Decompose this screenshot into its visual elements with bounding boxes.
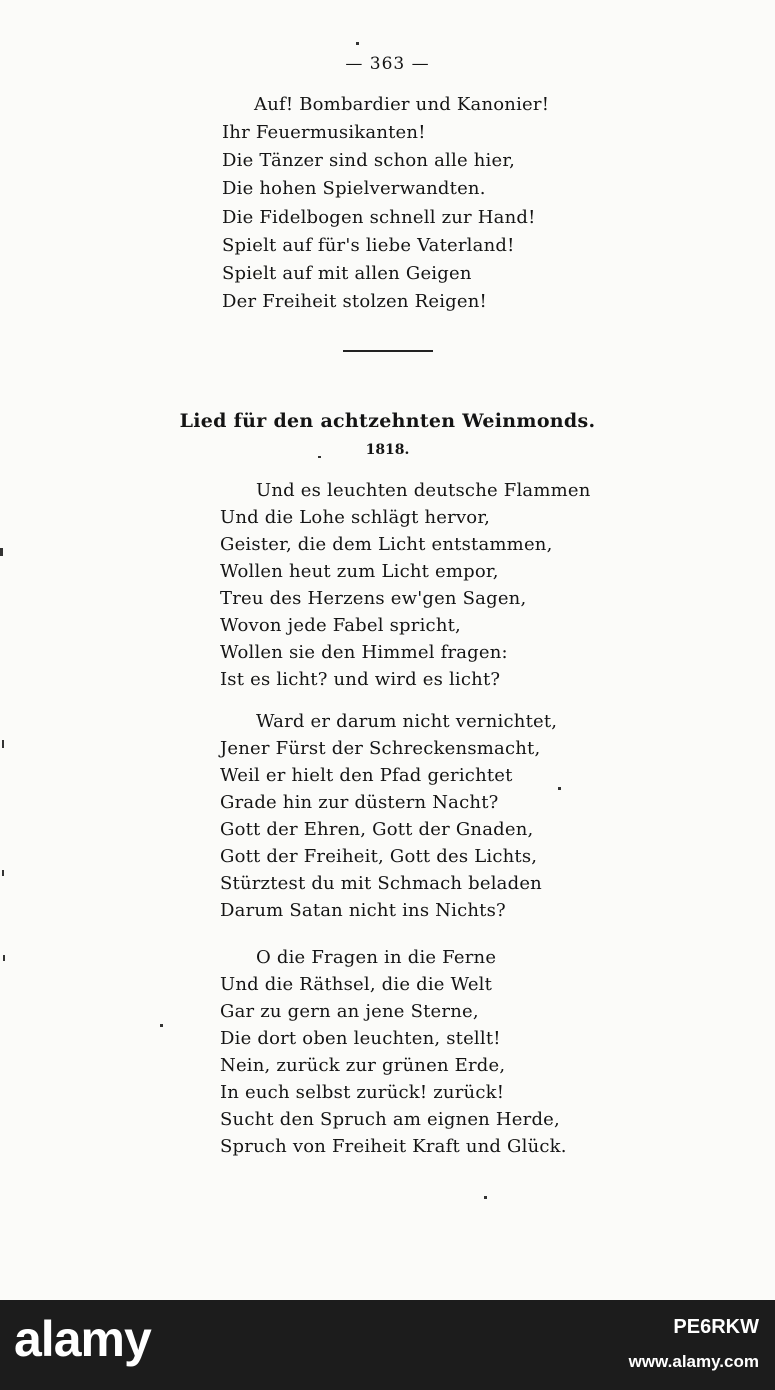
verse-line: Und die Lohe schlägt hervor, [220, 507, 491, 528]
watermark-url: www.alamy.com [628, 1352, 759, 1371]
verse-line: Darum Satan nicht ins Nichts? [220, 900, 506, 921]
verse-line: Stürztest du mit Schmach beladen [220, 873, 542, 894]
verse-line: O die Fragen in die Ferne [256, 947, 497, 968]
verse-line: Auf! Bombardier und Kanonier! [254, 94, 550, 115]
verse-line: Gar zu gern an jene Sterne, [220, 1001, 479, 1022]
verse-line: Grade hin zur düstern Nacht? [220, 792, 499, 813]
section-divider [343, 350, 433, 352]
print-speck [3, 955, 5, 961]
print-speck [356, 42, 359, 45]
verse-line: Ist es licht? und wird es licht? [220, 669, 501, 690]
verse-line: Die Tänzer sind schon alle hier, [222, 150, 516, 171]
poem-year: 1818. [365, 442, 410, 458]
verse-line: Jener Fürst der Schreckensmacht, [220, 738, 541, 759]
verse-line: Spielt auf mit allen Geigen [222, 263, 472, 284]
verse-line: Wollen heut zum Licht empor, [220, 561, 499, 582]
verse-line: Die dort oben leuchten, stellt! [220, 1028, 501, 1049]
print-speck [2, 740, 4, 748]
verse-line: Nein, zurück zur grünen Erde, [220, 1055, 506, 1076]
print-speck [2, 870, 4, 876]
verse-line: Treu des Herzens ew'gen Sagen, [220, 588, 527, 609]
poem-title: Lied für den achtzehnten Weinmonds. [179, 410, 596, 432]
verse-line: Und die Räthsel, die die Welt [220, 974, 493, 995]
verse-line: Gott der Freiheit, Gott des Lichts, [220, 846, 538, 867]
verse-line: Wollen sie den Himmel fragen: [220, 642, 508, 663]
image-id: PE6RKW [673, 1316, 759, 1338]
verse-line: Der Freiheit stolzen Reigen! [222, 291, 487, 312]
verse-line: Die hohen Spielverwandten. [222, 178, 486, 199]
stock-watermark-bar [0, 1300, 775, 1390]
verse-line: Weil er hielt den Pfad gerichtet [220, 765, 513, 786]
verse-line: Spielt auf für's liebe Vaterland! [222, 235, 515, 256]
print-speck [318, 456, 321, 458]
verse-line: Ward er darum nicht vernichtet, [256, 711, 558, 732]
print-speck [558, 787, 561, 790]
watermark-logo: alamy [14, 1311, 151, 1367]
verse-line: Die Fidelbogen schnell zur Hand! [222, 207, 536, 228]
verse-line: Gott der Ehren, Gott der Gnaden, [220, 819, 534, 840]
print-speck [160, 1024, 163, 1027]
page-number: — 363 — [345, 54, 430, 74]
print-speck [0, 548, 3, 556]
verse-line: Spruch von Freiheit Kraft und Glück. [220, 1136, 567, 1157]
verse-line: Wovon jede Fabel spricht, [220, 615, 461, 636]
verse-line: Geister, die dem Licht entstammen, [220, 534, 553, 555]
print-speck [484, 1196, 487, 1199]
verse-line: Ihr Feuermusikanten! [222, 122, 426, 143]
verse-line: In euch selbst zurück! zurück! [220, 1082, 505, 1103]
verse-line: Und es leuchten deutsche Flammen [256, 480, 591, 501]
verse-line: Sucht den Spruch am eignen Herde, [220, 1109, 560, 1130]
